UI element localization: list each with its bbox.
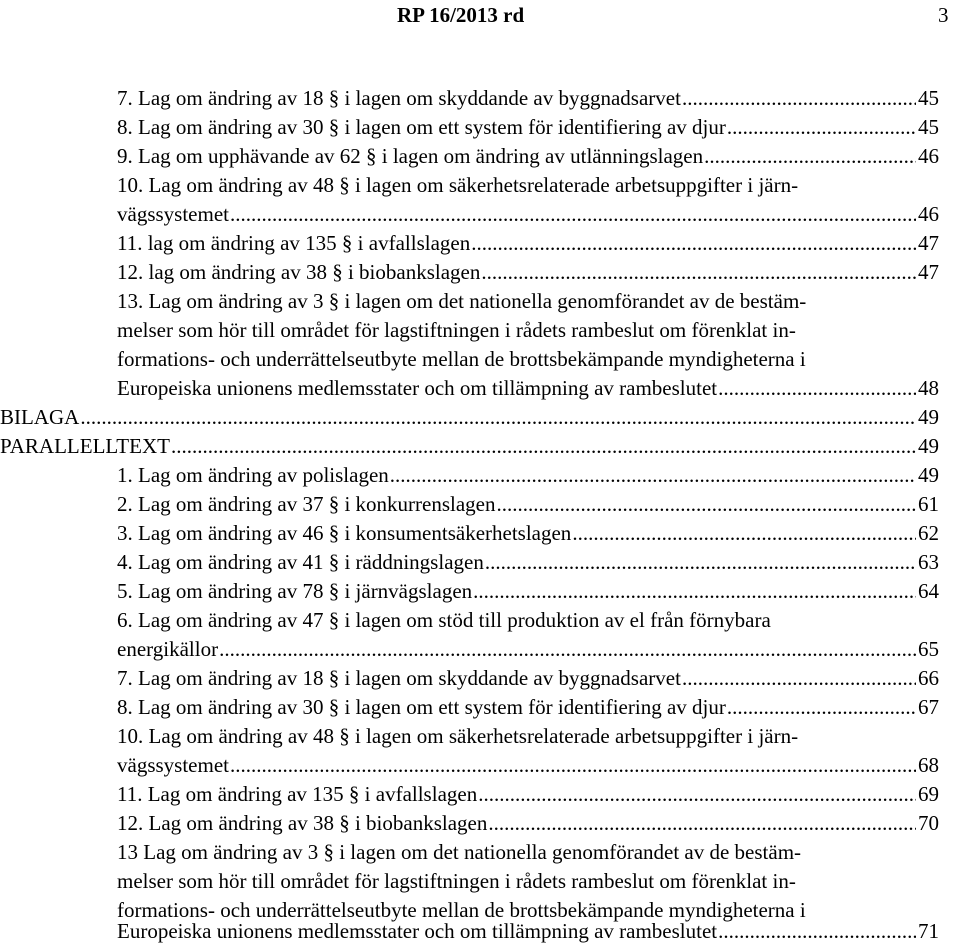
toc-page-number: 69 [918,782,939,806]
toc-entry-text: 6. Lag om ändring av 47 § i lagen om stöd till produktion av el från förnybara [117,608,771,632]
toc-page-number: 67 [918,695,939,719]
toc-entry[interactable] [117,113,939,142]
toc-page-number: 46 [918,144,939,168]
toc-entry-text: Europeiska unionens medlemsstater och om tillämpning av rambeslutet [117,919,718,943]
toc-entry-text: PARALLELLTEXT [0,434,170,458]
toc-entry-text: 7. Lag om ändring av 18 § i lagen om skyddande av byggnadsarvet [117,666,681,690]
leader-dots [485,548,916,577]
toc-entry[interactable] [117,664,939,693]
toc-entry-text: 11. lag om ändring av 135 § i avfallslagen [117,231,471,255]
toc-entry[interactable] [0,403,939,432]
leader-dots [471,229,916,258]
toc-entry[interactable] [117,780,939,809]
toc-entry-text: vägssystemet [117,753,229,777]
leader-dots [727,693,916,722]
toc-entry-line[interactable] [117,838,939,867]
toc-entry-text: 12. Lag om ändring av 38 § i biobankslagen [117,811,488,835]
toc-entry-text: Europeiska unionens medlemsstater och om tillämpning av rambeslutet [117,376,718,400]
toc-entry-text: formations- och underrättelseutbyte mellan de brottsbekämpande myndigheterna i [117,347,806,371]
toc-entry[interactable] [117,548,939,577]
toc-entry-line[interactable] [117,287,939,316]
toc-page-number: 49 [918,463,939,487]
toc-entry-text: 5. Lag om ändring av 78 § i järnvägslagen [117,579,473,603]
toc-entry[interactable] [117,374,939,403]
toc-entry-text: 11. Lag om ändring av 135 § i avfallslagen [117,782,478,806]
leader-dots [390,461,916,490]
toc-page-number: 45 [918,115,939,139]
toc-entry-text: melser som hör till området för lagstiftningen i rådets rambeslut om förenklat in- [117,869,796,893]
leader-dots [718,374,916,403]
toc-entry-text: BILAGA [0,405,80,429]
leader-dots [488,809,916,838]
toc-entry[interactable] [0,432,939,461]
toc-page-number: 45 [918,86,939,110]
toc-entry[interactable] [117,519,939,548]
toc-entry-text: 8. Lag om ändring av 30 § i lagen om ett system för identifiering av djur [117,695,726,719]
toc-entry[interactable] [117,229,939,258]
toc-page-number: 49 [918,434,939,458]
toc-entry-text: formations- och underrättelseutbyte mellan de brottsbekämpande myndigheterna i [117,898,806,922]
toc-entry-line[interactable] [117,171,939,200]
toc-entry-text: vägssystemet [117,202,229,226]
leader-dots [718,917,916,946]
toc-entry-text: 8. Lag om ändring av 30 § i lagen om ett system för identifiering av djur [117,115,726,139]
leader-dots [497,490,917,519]
leader-dots [727,113,916,142]
toc-entry[interactable] [117,917,939,946]
toc-entry-text: 12. lag om ändring av 38 § i biobankslagen [117,260,481,284]
leader-dots [481,258,916,287]
toc-entry[interactable] [117,142,939,171]
leader-dots [230,751,916,780]
toc-entry-text: 9. Lag om upphävande av 62 § i lagen om ändring av utlänningslagen [117,144,704,168]
leader-dots [171,432,916,461]
toc-entry[interactable] [117,577,939,606]
document-title: RP 16/2013 rd [397,3,525,27]
leader-dots [478,780,916,809]
leader-dots [473,577,916,606]
toc-entry-line[interactable] [117,316,939,345]
toc-page-number: 65 [918,637,939,661]
toc-entry[interactable] [117,635,939,664]
leader-dots [682,664,916,693]
toc-page-number: 71 [918,919,939,943]
toc-entry-text: 10. Lag om ändring av 48 § i lagen om säkerhetsrelaterade arbetsuppgifter i järn- [117,724,799,748]
toc-entry-text: 4. Lag om ändring av 41 § i räddningslagen [117,550,484,574]
toc-entry[interactable] [117,490,939,519]
toc-page-number: 62 [918,521,939,545]
leader-dots [572,519,916,548]
toc-entry-text: 13. Lag om ändring av 3 § i lagen om det nationella genomförandet av de bestäm- [117,289,807,313]
toc-page-number: 49 [918,405,939,429]
toc-entry-line[interactable] [117,722,939,751]
toc-page-number: 68 [918,753,939,777]
toc-entry-text: 7. Lag om ändring av 18 § i lagen om skyddande av byggnadsarvet [117,86,681,110]
leader-dots [219,635,916,664]
toc-entry-text: 10. Lag om ändring av 48 § i lagen om säkerhetsrelaterade arbetsuppgifter i järn- [117,173,799,197]
toc-page-number: 48 [918,376,939,400]
toc-page-number: 64 [918,579,939,603]
toc-entry[interactable] [117,200,939,229]
toc-page-number: 46 [918,202,939,226]
toc-entry-text: 13 Lag om ändring av 3 § i lagen om det nationella genomförandet av de bestäm- [117,840,802,864]
toc-page-number: 61 [918,492,939,516]
leader-dots [230,200,916,229]
toc-page-number: 47 [918,260,939,284]
page-number: 3 [938,3,949,27]
toc-entry[interactable] [117,258,939,287]
leader-dots [80,403,916,432]
toc-page-number: 63 [918,550,939,574]
toc-entry-line[interactable] [117,606,939,635]
toc-entry[interactable] [117,84,939,113]
toc-entry-text: melser som hör till området för lagstiftningen i rådets rambeslut om förenklat in- [117,318,796,342]
toc-entry-text: energikällor [117,637,219,661]
toc-page-number: 47 [918,231,939,255]
leader-dots [704,142,916,171]
toc-entry-text: 1. Lag om ändring av polislagen [117,463,389,487]
toc-entry-line[interactable] [117,345,939,374]
toc-entry[interactable] [117,809,939,838]
toc-entry[interactable] [117,751,939,780]
toc-page-number: 66 [918,666,939,690]
leader-dots [682,84,916,113]
toc-page-number: 70 [918,811,939,835]
toc-entry[interactable] [117,693,939,722]
toc-entry-text: 3. Lag om ändring av 46 § i konsumentsäkerhetslagen [117,521,572,545]
toc-entry-line[interactable] [117,867,939,896]
toc-entry[interactable] [117,461,939,490]
toc-entry-text: 2. Lag om ändring av 37 § i konkurrenslagen [117,492,496,516]
